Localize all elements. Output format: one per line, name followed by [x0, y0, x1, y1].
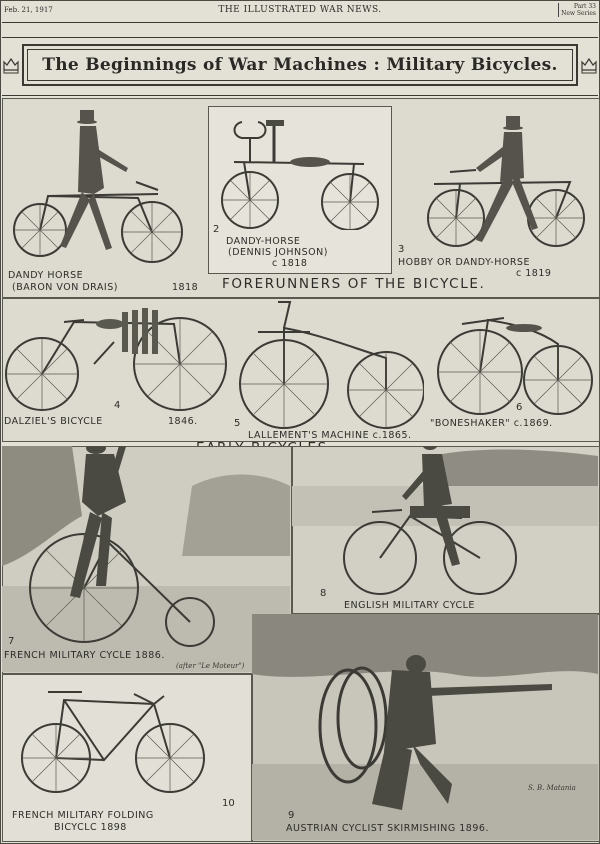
fig7-number: 7 [8, 636, 15, 647]
page-title: The Beginnings of War Machines : Military Bicycles. [42, 55, 558, 75]
crown-icon-right [580, 54, 598, 76]
fig2-caption-line2: (DENNIS JOHNSON) [228, 247, 328, 258]
fig4-caption-line1: DALZIEL'S BICYCLE [4, 416, 103, 427]
lallement-machine-illustration [238, 298, 424, 430]
austrian-cyclist-illustration [252, 614, 598, 840]
folding-bicycle-illustration [14, 686, 210, 796]
boneshaker-illustration [434, 306, 596, 418]
french-military-cycle-illustration [2, 446, 290, 672]
fig2-number: 2 [213, 224, 220, 235]
fig8-number: 8 [320, 588, 327, 599]
fig5-number: 5 [234, 418, 241, 429]
part-line-1: Part 33 [573, 3, 596, 10]
hobby-horse-illustration [420, 112, 592, 254]
fig3-number: 3 [398, 244, 405, 255]
dandy-horse-johnson-illustration [214, 112, 386, 230]
fig6-number: 6 [516, 402, 523, 413]
fig4-number: 4 [114, 400, 121, 411]
fig7-credit: (after "Le Moteur") [176, 662, 245, 670]
publication-title: THE ILLUSTRATED WAR NEWS. [218, 5, 382, 15]
banner-rule [2, 95, 598, 96]
fig2-caption-line1: DANDY-HORSE [226, 236, 301, 247]
header-rule [2, 22, 598, 23]
fig10-number: 10 [222, 798, 235, 809]
dalziel-bicycle-illustration [4, 302, 230, 416]
fig9-number: 9 [288, 810, 295, 821]
fig9-caption-line1: AUSTRIAN CYCLIST SKIRMISHING 1896. [286, 823, 489, 834]
crown-icon-left [2, 54, 20, 76]
fig10-caption-line1: FRENCH MILITARY FOLDING [12, 810, 154, 821]
fig3-year: c 1819 [516, 268, 552, 279]
section-forerunners: FORERUNNERS OF THE BICYCLE. [222, 276, 486, 292]
part-line-2: New Series [561, 10, 596, 17]
english-military-cycle-illustration [292, 446, 598, 612]
artist-signature: S. B. Matania [528, 784, 576, 792]
issue-date: Feb. 21, 1917 [4, 6, 53, 14]
part-number [558, 3, 596, 17]
fig8-caption-line1: ENGLISH MILITARY CYCLE [344, 600, 475, 611]
fig6-caption-line1: "BONESHAKER" c.1869. [430, 418, 553, 429]
fig1-year: 1818 [172, 282, 199, 293]
dandy-horse-drais-illustration [8, 108, 198, 268]
fig1-caption-line2: (BARON VON DRAIS) [12, 282, 118, 293]
title-banner [22, 44, 578, 86]
fig3-caption-line1: HOBBY OR DANDY-HORSE [398, 257, 530, 268]
fig7-caption-line1: FRENCH MILITARY CYCLE 1886. [4, 650, 165, 661]
fig1-caption-line1: DANDY HORSE [8, 270, 84, 281]
fig10-caption-line2: BICYCLC 1898 [54, 822, 127, 833]
fig2-year: c 1818 [272, 258, 308, 269]
fig4-year: 1846. [168, 416, 198, 427]
header-rule-2 [2, 37, 598, 38]
fig5-caption-line1: LALLEMENT'S MACHINE c.1865. [248, 430, 412, 441]
